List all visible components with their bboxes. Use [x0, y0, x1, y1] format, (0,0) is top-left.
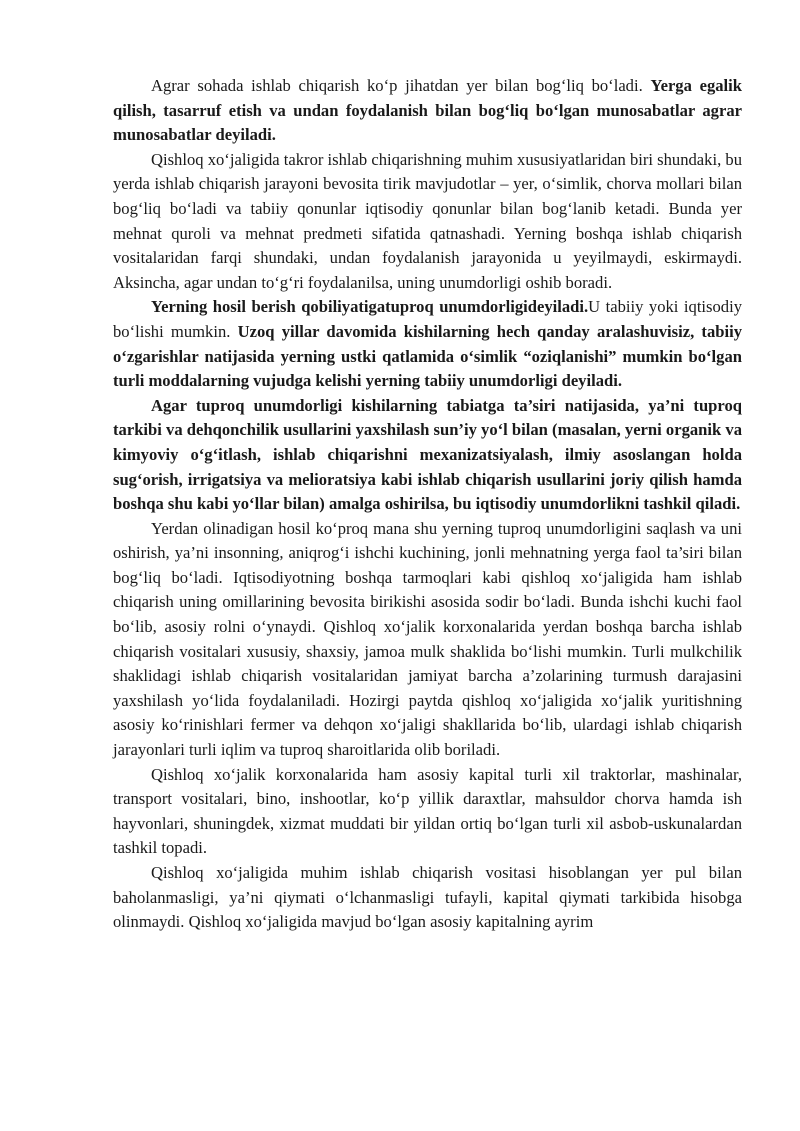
definition-text: Yerga egalik qilish, tasarruf etish va undan foydalanish bilan bogʻliq boʻlgan munosabatlar agrar munosabatlar deyiladi. — [113, 76, 742, 145]
definition-text: Uzoq yillar davomida kishilarning hech qanday aralashuvisiz, tabiiy oʻzgarishlar natijasida yerning ustki qatlamida oʻsimlik “oziqlanishi” mumkin boʻlgan turli moddalarning vujudga kelishi yerning tabiiy unumdorligi deyiladi. — [113, 321, 743, 391]
paragraph-yer-qiymati — [113, 861, 742, 935]
paragraph-asosiy-kapital — [113, 763, 742, 861]
definition-text: Yerning hosil berish qobiliyatigatuproq unumdorligideyiladi. — [151, 297, 589, 317]
paragraph-text: Qishloq xoʻjaligida muhim ishlab chiqarish vositasi hisoblangan yer pul bilan baholanmasligi, ya’ni qiymati oʻlchanmasligi tufayli, kapital qiymati tarkibida hisobga olinmaydi. Qishloq xoʻjaligida mavjud boʻlgan asosiy kapitalning ayrim — [113, 863, 742, 932]
paragraph-text: Qishloq xoʻjaligida takror ishlab chiqarishning muhim xususiyatlaridan biri shundaki, bu yerda ishlab chiqarish jarayoni bevosita tirik mavjudotlar – yer, oʻsimlik, chorva mollari bilan bogʻliq boʻladi va tabiiy qonunlar iqtisodiy qonunlar bilan bogʻlanib ketadi. Bunda yer mehnat quroli va mehnat predmeti sifatida qatnashadi. Yerning boshqa ishlab chiqarish vositalaridan farqi shundaki, undan foydalanish jarayonida u yeyilmaydi, eskirmaydi. Aksincha, agar undan toʻgʻri foydalanilsa, uning unumdorligi oshib boradi. — [113, 149, 742, 292]
definition-text: Agar tuproq unumdorligi kishilarning tabiatga ta’siri natijasida, ya’ni tuproq tarkibi va dehqonchilik usullarini yaxshilash sun’iy yoʻl bilan (masalan, yerni organik va kimyoviy oʻgʻitlash, ishlab chiqarishni mexanizatsiyalash, ilmiy asoslangan holda sugʻorish, irrigatsiya va melioratsiya kabi ishlab chiqarish usullarini joriy qilish hamda boshqa shu kabi yoʻllar bilan) amalga oshirilsa, bu iqtisodiy unumdorlikni tashkil qiladi. — [113, 395, 742, 514]
paragraph-agrar-munosabatlar — [113, 74, 742, 148]
paragraph-text: Qishloq xoʻjalik korxonalarida ham asosiy kapital turli xil traktorlar, mashinalar, transport vositalari, bino, inshootlar, koʻp yillik daraxtlar, mahsuldor chorva hamda ish hayvonlari, shuningdek, xizmat muddati bir yildan ortiq boʻlgan turli xil asbob-uskunalardan tashkil topadi. — [113, 764, 742, 858]
paragraph-text: Agrar sohada ishlab chiqarish koʻp jihatdan yer bilan bogʻliq boʻladi. — [151, 76, 651, 95]
paragraph-iqtisodiy-unumdorlik — [113, 394, 742, 517]
document-page — [113, 74, 742, 935]
paragraph-text: Yerdan olinadigan hosil koʻproq mana shu yerning tuproq unumdorligini saqlash va uni oshirish, ya’ni insonning, aniqrogʻi ishchi kuchining, jonli mehnatning yerga faol ta’siri bilan bogʻliq boʻladi. Iqtisodiyotning boshqa tarmoqlari kabi qishloq xoʻjaligida ham ishlab chiqarish uning omillarining bevosita birikishi asosida sodir boʻladi. Bunda ishchi kuchi faol boʻlib, asosiy rolni oʻynaydi. Qishloq xoʻjalik korxonalarida yerdan boshqa barcha ishlab chiqarish vositalari xususiy, shaxsiy, jamoa mulk shaklida boʻlishi mumkin. Turli mulkchilik shaklidagi ishlab chiqarish vositalaridan jamiyat barcha a’zolarining turmush darajasini yaxshilash yoʻlida foydalaniladi. Hozirgi paytda qishloq xoʻjaligida xoʻjalik yuritishning asosiy koʻrinishlari fermer va dehqon xoʻjaligi shakllarida boʻlib, ulardagi ishlab chiqarish jarayonlari turli iqlim va tuproq sharoitlarida olib boriladi. — [113, 518, 742, 760]
paragraph-hosil-va-mulkchilik — [113, 517, 742, 763]
paragraph-text: U tabiiy yoki iqtisodiy boʻlishi mumkin. — [113, 297, 742, 341]
paragraph-takror-ishlab-chiqarish — [113, 148, 742, 296]
paragraph-tuproq-unumdorligi — [113, 295, 742, 393]
